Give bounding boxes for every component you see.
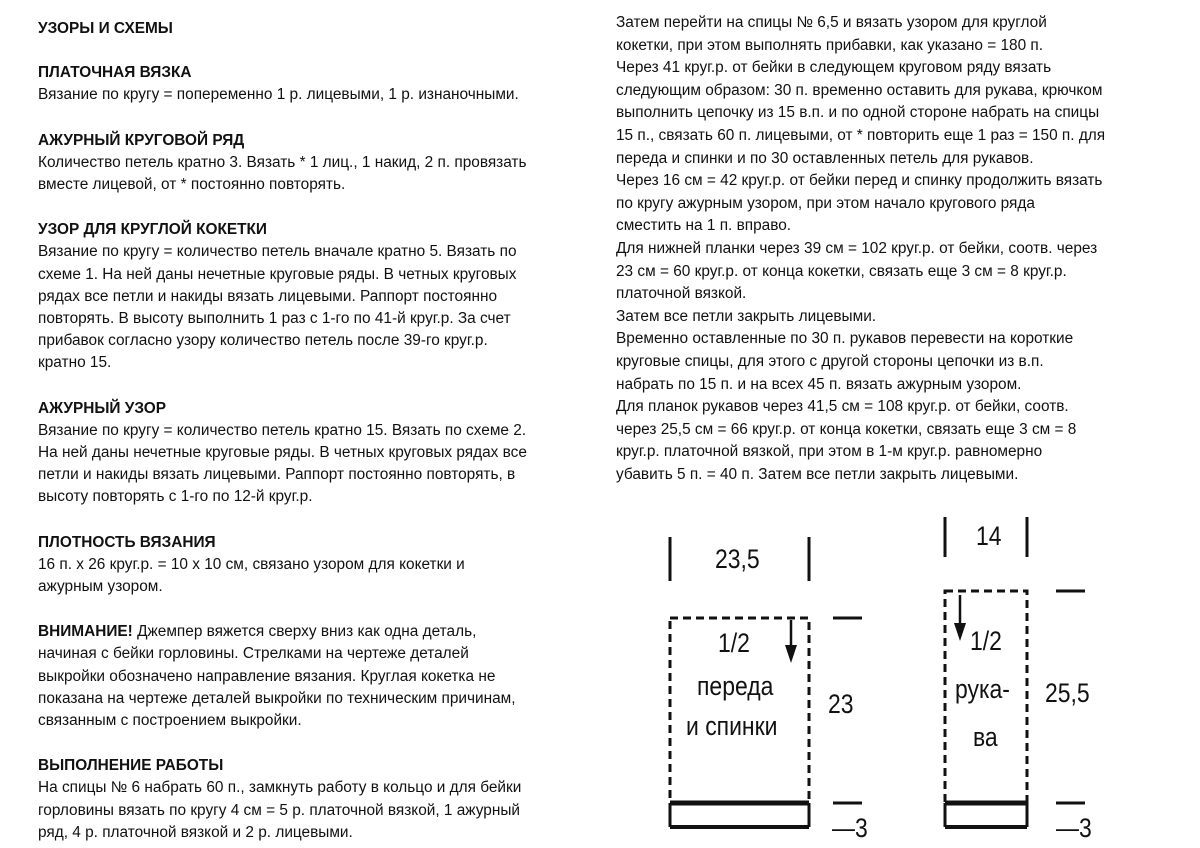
text-line: Для планок рукавов через 41,5 см = 108 круг.р. от бейки, соотв.: [616, 398, 1069, 416]
section-heading: ПЛАТОЧНАЯ ВЯЗКА: [38, 64, 192, 82]
text-line: Затем все петли закрыть лицевыми.: [616, 307, 877, 325]
section-heading: ПЛОТНОСТЬ ВЯЗАНИЯ: [38, 533, 216, 551]
pattern-schematic: [600, 505, 1200, 848]
body-piece-label-line1: переда: [697, 671, 774, 701]
section-text-line: Вязание по кругу = попеременно 1 р. лицевыми, 1 р. изнаночными.: [38, 86, 519, 104]
section-text-line: горловины вязать по кругу 4 см = 5 р. платочной вязкой, 1 ажурный: [38, 801, 521, 819]
text-line: круговые спицы, для этого с другой стороны цепочки из в.п.: [616, 352, 1044, 370]
section-plotnost: [38, 532, 583, 599]
text-line: следующим образом: 30 п. временно оставить для рукава, крючком: [616, 81, 1103, 99]
sleeve-piece-label-line2: ва: [973, 722, 998, 752]
section-uzor-koketki: [38, 219, 583, 374]
section-text-line: схеме 1. На ней даны нечетные круговые ряды. В четных круговых: [38, 265, 517, 283]
text-line: по кругу ажурным узором, при этом начало кругового ряда: [616, 194, 1035, 212]
section-text-line: На спицы № 6 набрать 60 п., замкнуть работу в кольцо и для бейки: [38, 779, 522, 797]
section-platochnaya: [38, 62, 583, 106]
body-band-label: —3: [832, 813, 868, 843]
text-line: убавить 5 п. = 40 п. Затем все петли закрыть лицевыми.: [616, 465, 1019, 483]
body-band-value: 3: [854, 813, 868, 843]
body-width-label: 23,5: [715, 544, 760, 574]
text-line: кокетки, при этом выполнять прибавки, как указано = 180 п.: [616, 36, 1044, 54]
section-heading: АЖУРНЫЙ УЗОР: [38, 399, 167, 417]
section-text-line: ажурным узором.: [38, 578, 163, 596]
text-line: выполнить цепочку из 15 в.п. и по одной стороне набрать на спицы: [616, 104, 1100, 122]
section-text-line: прибавок согласно узору количество петель после 39-го круг.р.: [38, 332, 488, 350]
right-column: [616, 12, 1186, 486]
body-direction-arrow-head: [785, 645, 797, 663]
attention-label: ВНИМАНИЕ!: [38, 623, 133, 641]
text-line: 23 см = 60 круг.р. от конца кокетки, связать еще 3 см = 8 круг.р.: [616, 262, 1067, 280]
section-text-line: выкройки обозначено направление вязания. Круглая кокетка не: [38, 667, 496, 685]
text-line: 15 п., связать 60 п. лицевыми, от * повторить еще 1 раз = 150 п. для: [616, 126, 1106, 144]
text-line: круг.р. платочной вязкой, при этом в 1-м круг.р. равномерно: [616, 443, 1043, 461]
text-line: набрать по 15 п. и на всех 45 п. вязать ажурным узором.: [616, 375, 1022, 393]
attention-first-line: [38, 621, 583, 643]
text-line: Затем перейти на спицы № 6,5 и вязать узором для круглой: [616, 14, 1047, 31]
section-vypolnenie: [38, 755, 583, 844]
text-line: Временно оставленные по 30 п. рукавов перевести на короткие: [616, 330, 1074, 348]
section-text-line: петли и накиды вязать лицевыми. Раппорт постоянно повторять, в: [38, 466, 516, 484]
sleeve-width-label: 14: [976, 521, 1002, 551]
text-line: Через 41 круг.р. от бейки в следующем круговом ряду вязать: [616, 59, 1052, 77]
left-column: [38, 18, 583, 844]
sleeve-direction-arrow-head: [954, 623, 966, 641]
section-text-line: связанным с построением выкройки.: [38, 712, 302, 730]
text-line: Через 16 см = 42 круг.р. от бейки перед и спинку продолжить вязать: [616, 172, 1103, 190]
body-piece-label-line2: и спинки: [686, 711, 778, 741]
section-azhurny-uzor: [38, 398, 583, 509]
section-text-line: ряд, 4 р. платочной вязкой и 2 р. лицевыми.: [38, 823, 353, 841]
section-text-line: повторять. В высоту выполнить 1 раз с 1-го по 41-й круг.р. За счет: [38, 310, 511, 328]
sleeve-piece-label-line1: рука-: [955, 674, 1010, 704]
section-text-line: На ней даны нечетные круговые ряды. В четных круговых рядах все: [38, 444, 527, 462]
section-text-line: Количество петель кратно 3. Вязать * 1 лиц., 1 накид, 2 п. провязать: [38, 153, 527, 171]
section-text-line: начиная с бейки горловины. Стрелками на чертеже деталей: [38, 645, 469, 663]
sleeve-band-value: 3: [1078, 813, 1092, 843]
attention-text: Джемпер вяжется сверху вниз как одна деталь,: [132, 623, 477, 641]
sleeve-height-label: 25,5: [1045, 678, 1090, 708]
section-text-line: высоту повторять с 1-го по 12-й круг.р.: [38, 488, 313, 506]
text-line: Для нижней планки через 39 см = 102 круг.р. от бейки, соотв. через: [616, 239, 1098, 257]
text-line: сместить на 1 п. вправо.: [616, 217, 792, 235]
sleeve-fraction-label: 1/2: [970, 626, 1002, 656]
section-azhurny-ryad: [38, 130, 583, 197]
section-text-line: 16 п. х 26 круг.р. = 10 х 10 см, связано узором для кокетки и: [38, 555, 465, 573]
section-heading: АЖУРНЫЙ КРУГОВОЙ РЯД: [38, 131, 245, 149]
section-text-line: рядах все петли и накиды вязать лицевыми. Раппорт постоянно: [38, 287, 498, 305]
text-line: через 25,5 см = 66 круг.р. от конца кокетки, связать еще 3 см = 8: [616, 420, 1077, 438]
section-text-line: кратно 15.: [38, 354, 112, 372]
sleeve-band-label: —3: [1056, 813, 1092, 843]
body-height-label: 23: [828, 689, 854, 719]
text-line: переда и спинки и по 30 оставленных петель для рукавов.: [616, 149, 1034, 167]
schematic-lines: [600, 505, 1200, 848]
section-heading: УЗОР ДЛЯ КРУГЛОЙ КОКЕТКИ: [38, 221, 267, 239]
page-title: УЗОРЫ И СХЕМЫ: [38, 20, 173, 37]
section-text-line: Вязание по кругу = количество петель кратно 15. Вязать по схеме 2.: [38, 421, 527, 439]
body-fraction-label: 1/2: [718, 628, 750, 658]
section-text-line: вместе лицевой, от * постоянно повторять.: [38, 176, 346, 194]
text-line: платочной вязкой.: [616, 285, 747, 303]
section-attention: [38, 621, 583, 732]
section-heading: ВЫПОЛНЕНИЕ РАБОТЫ: [38, 757, 224, 775]
section-text-line: показана на чертеже деталей выкройки по техническим причинам,: [38, 689, 516, 707]
section-text-line: Вязание по кругу = количество петель вначале кратно 5. Вязать по: [38, 243, 517, 261]
